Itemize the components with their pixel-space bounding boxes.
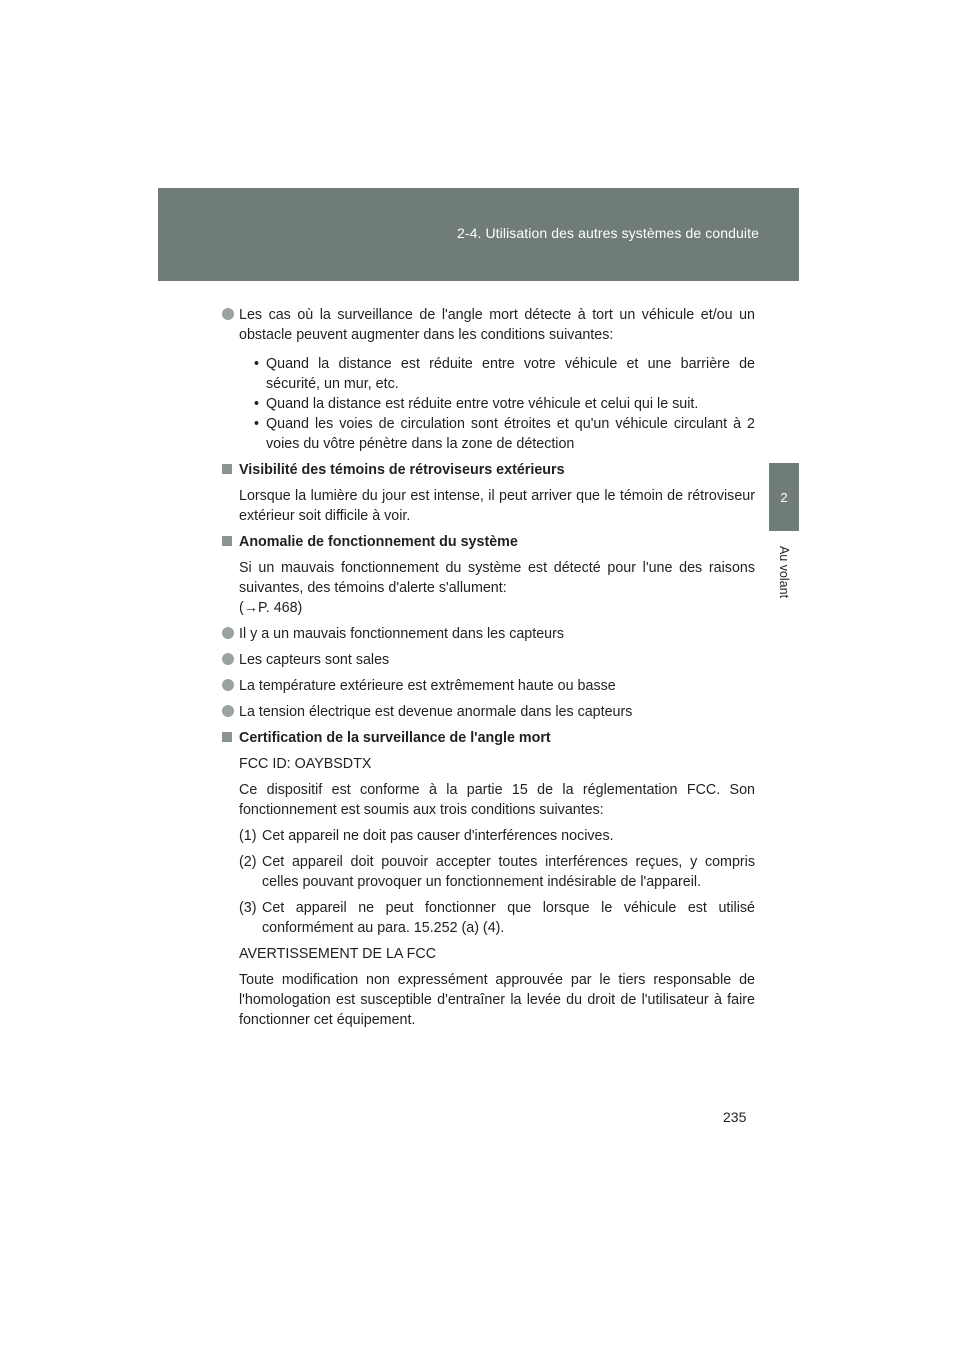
bullet-point-icon: • <box>254 416 260 432</box>
list-item: La température extérieure est extrêmement haute ou basse <box>222 676 755 696</box>
paragraph: Toute modification non expressément approuvée par le tiers responsable de l'homologation est susceptible d'entraîner la levée du droit de l'utilisateur à faire fonctionner cet équipement. <box>239 972 755 1028</box>
chapter-label <box>774 540 794 604</box>
fcc-id: FCC ID: OAYBSDTX <box>239 756 372 772</box>
chapter-tab <box>769 463 799 531</box>
page-number: 235 <box>723 1109 747 1125</box>
chapter-label-text: Au volant <box>777 545 791 599</box>
section-heading: Anomalie de fonctionnement du système <box>222 532 755 552</box>
paragraph: Si un mauvais fonctionnement du système est détecté pour l'une des raisons suivantes, des témoins d'alerte s'allument: <box>239 560 755 596</box>
square-bullet-icon <box>222 732 232 742</box>
list-item: (2) Cet appareil doit pouvoir accepter toutes interférences reçues, y compris celles pouvant provoquer un fonctionnement indésirable de l'appareil. <box>239 854 755 890</box>
bullet-point-icon: • <box>254 396 260 412</box>
paragraph: Lorsque la lumière du jour est intense, il peut arriver que le témoin de rétroviseur extérieur soit difficile à voir. <box>239 488 755 524</box>
bullet-dot-icon <box>222 679 234 691</box>
paragraph: Ce dispositif est conforme à la partie 15 de la réglementation FCC. Son fonctionnement est soumis aux trois conditions suivantes: <box>239 782 755 818</box>
warning-title: AVERTISSEMENT DE LA FCC <box>239 946 437 962</box>
bullet-point-icon: • <box>254 356 260 372</box>
list-item: (3) Cet appareil ne peut fonctionner que lorsque le véhicule est utilisé conformément au para. 15.252 (a) (4). <box>239 900 755 936</box>
bullet-dot-icon <box>222 627 234 639</box>
square-bullet-icon <box>222 464 232 474</box>
bullet-dot-icon <box>222 653 234 665</box>
square-bullet-icon <box>222 536 232 546</box>
chapter-number: 2 <box>780 489 788 505</box>
section-heading: Visibilité des témoins de rétroviseurs extérieurs <box>222 460 755 480</box>
intro-bullet: Les cas où la surveillance de l'angle mort détecte à tort un véhicule et/ou un obstacle peuvent augmenter dans les conditions suivantes: <box>222 305 755 345</box>
section-header-band <box>158 188 799 281</box>
bullet-dot-icon <box>222 705 234 717</box>
list-item: • Quand la distance est réduite entre votre véhicule et une barrière de sécurité, un mur, etc. <box>254 356 755 392</box>
list-item: La tension électrique est devenue anormale dans les capteurs <box>222 702 755 722</box>
list-item: • Quand les voies de circulation sont étroites et qu'un véhicule circulant à 2 voies du vôtre pénètre dans la zone de détection <box>254 416 755 452</box>
list-item: Il y a un mauvais fonctionnement dans les capteurs <box>222 624 755 644</box>
list-item: • Quand la distance est réduite entre votre véhicule et celui qui le suit. <box>254 396 699 412</box>
section-heading: Certification de la surveillance de l'angle mort <box>222 728 755 748</box>
section-title: 2-4. Utilisation des autres systèmes de conduite <box>456 225 759 241</box>
page-reference: (→P. 468) <box>239 600 303 616</box>
list-item: (1) Cet appareil ne doit pas causer d'interférences nocives. <box>239 828 614 844</box>
list-item: Les capteurs sont sales <box>222 650 755 670</box>
page-content <box>222 305 755 1030</box>
bullet-dot-icon <box>222 308 234 320</box>
